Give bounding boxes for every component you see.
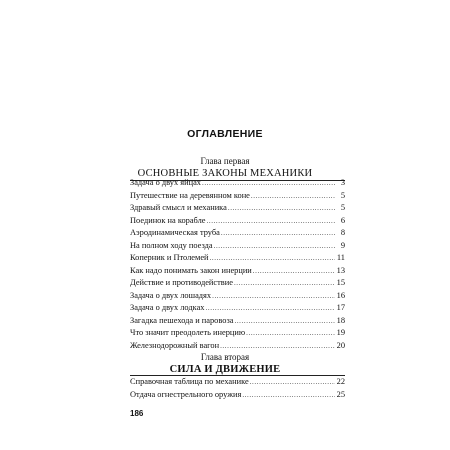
dot-leader	[228, 202, 335, 215]
toc-entry-title: Задача о двух яйцах	[130, 178, 201, 187]
toc-entry-page: 8	[340, 228, 345, 237]
toc-entry[interactable]	[130, 376, 345, 389]
chapter-2-label: Глава вторая	[200, 352, 250, 362]
toc-entry[interactable]	[130, 190, 345, 203]
dot-leader	[206, 302, 336, 315]
toc-entry-page: 17	[336, 303, 345, 312]
toc-entry-page: 6	[340, 215, 345, 225]
chapter-2-heading	[0, 352, 450, 376]
toc-entry-page: 9	[340, 240, 345, 250]
dot-leader	[234, 277, 335, 290]
toc-entry[interactable]	[130, 265, 345, 278]
toc-entry-title: Железнодорожный вагон	[130, 340, 220, 350]
dot-leader	[250, 376, 335, 389]
toc-entry[interactable]	[130, 215, 345, 228]
dot-leader	[242, 389, 335, 402]
toc-entry[interactable]	[130, 177, 345, 190]
dot-leader	[212, 290, 335, 303]
toc-entry-page: 20	[336, 340, 345, 350]
toc-entry-title: Коперник и Птолемей	[130, 253, 209, 262]
chapter-1-toc	[130, 177, 345, 352]
toc-entry-title: Что значит преодолеть инерцию	[130, 328, 246, 337]
toc-entry-title: Задача о двух лодках	[130, 303, 205, 312]
toc-heading: ОГЛАВЛЕНИЕ	[187, 128, 263, 140]
chapter-1-title: ОСНОВНЫЕ ЗАКОНЫ МЕХАНИКИ	[137, 168, 313, 179]
toc-entry[interactable]	[130, 340, 345, 353]
toc-entry-title: На полном ходу поезда	[130, 240, 213, 250]
toc-entry-page: 5	[340, 203, 345, 212]
toc-entry[interactable]	[130, 315, 345, 328]
toc-entry-title: Поединок на корабле	[130, 215, 206, 225]
toc-entry-page: 5	[340, 190, 345, 200]
dot-leader	[214, 240, 335, 253]
toc-entry-page: 18	[336, 315, 345, 325]
dot-leader	[207, 215, 336, 228]
toc-entry[interactable]	[130, 240, 345, 253]
toc-entry[interactable]	[130, 302, 345, 315]
dot-leader	[210, 252, 335, 265]
chapter-2-title: СИЛА И ДВИЖЕНИЕ	[169, 364, 281, 375]
dot-leader	[253, 265, 335, 278]
toc-entry-title: Задача о двух лошадях	[130, 290, 212, 300]
toc-entry[interactable]	[130, 290, 345, 303]
toc-entry-title: Загадка пешехода и паровоза	[130, 315, 234, 325]
toc-entry-page: 15	[336, 278, 345, 287]
toc-entry-title: Отдача огнестрельного оружия	[130, 389, 242, 399]
toc-entry[interactable]	[130, 202, 345, 215]
toc-entry-page: 3	[340, 178, 345, 187]
toc-entry[interactable]	[130, 327, 345, 340]
dot-leader	[220, 340, 335, 353]
toc-entry[interactable]	[130, 277, 345, 290]
toc-entry-title: Аэродинамическая труба	[130, 228, 220, 237]
toc-entry-title: Как надо понимать закон инерции	[130, 265, 252, 275]
toc-entry[interactable]	[130, 252, 345, 265]
dot-leader	[251, 190, 335, 203]
dot-leader	[246, 327, 335, 340]
toc-entry[interactable]	[130, 227, 345, 240]
toc-entry-title: Справочная таблица по механике	[130, 377, 249, 386]
toc-entry-title: Путешествие на деревянном коне	[130, 190, 250, 200]
toc-entry-page: 11	[336, 253, 345, 262]
chapter-1-label: Глава первая	[200, 156, 250, 166]
dot-leader	[221, 227, 335, 240]
toc-entry[interactable]	[130, 389, 345, 402]
toc-entry-page: 13	[336, 265, 345, 275]
chapter-2-toc	[130, 376, 345, 401]
toc-entry-page: 19	[336, 328, 345, 337]
toc-entry-title: Здравый смысл и механика	[130, 203, 227, 212]
toc-entry-title: Действие и противодействие	[130, 278, 233, 287]
dot-leader	[202, 177, 335, 190]
toc-entry-page: 25	[336, 389, 345, 399]
dot-leader	[234, 315, 335, 328]
toc-entry-page: 16	[336, 290, 345, 300]
page-number: 186	[130, 409, 144, 418]
toc-entry-page: 22	[336, 377, 345, 386]
